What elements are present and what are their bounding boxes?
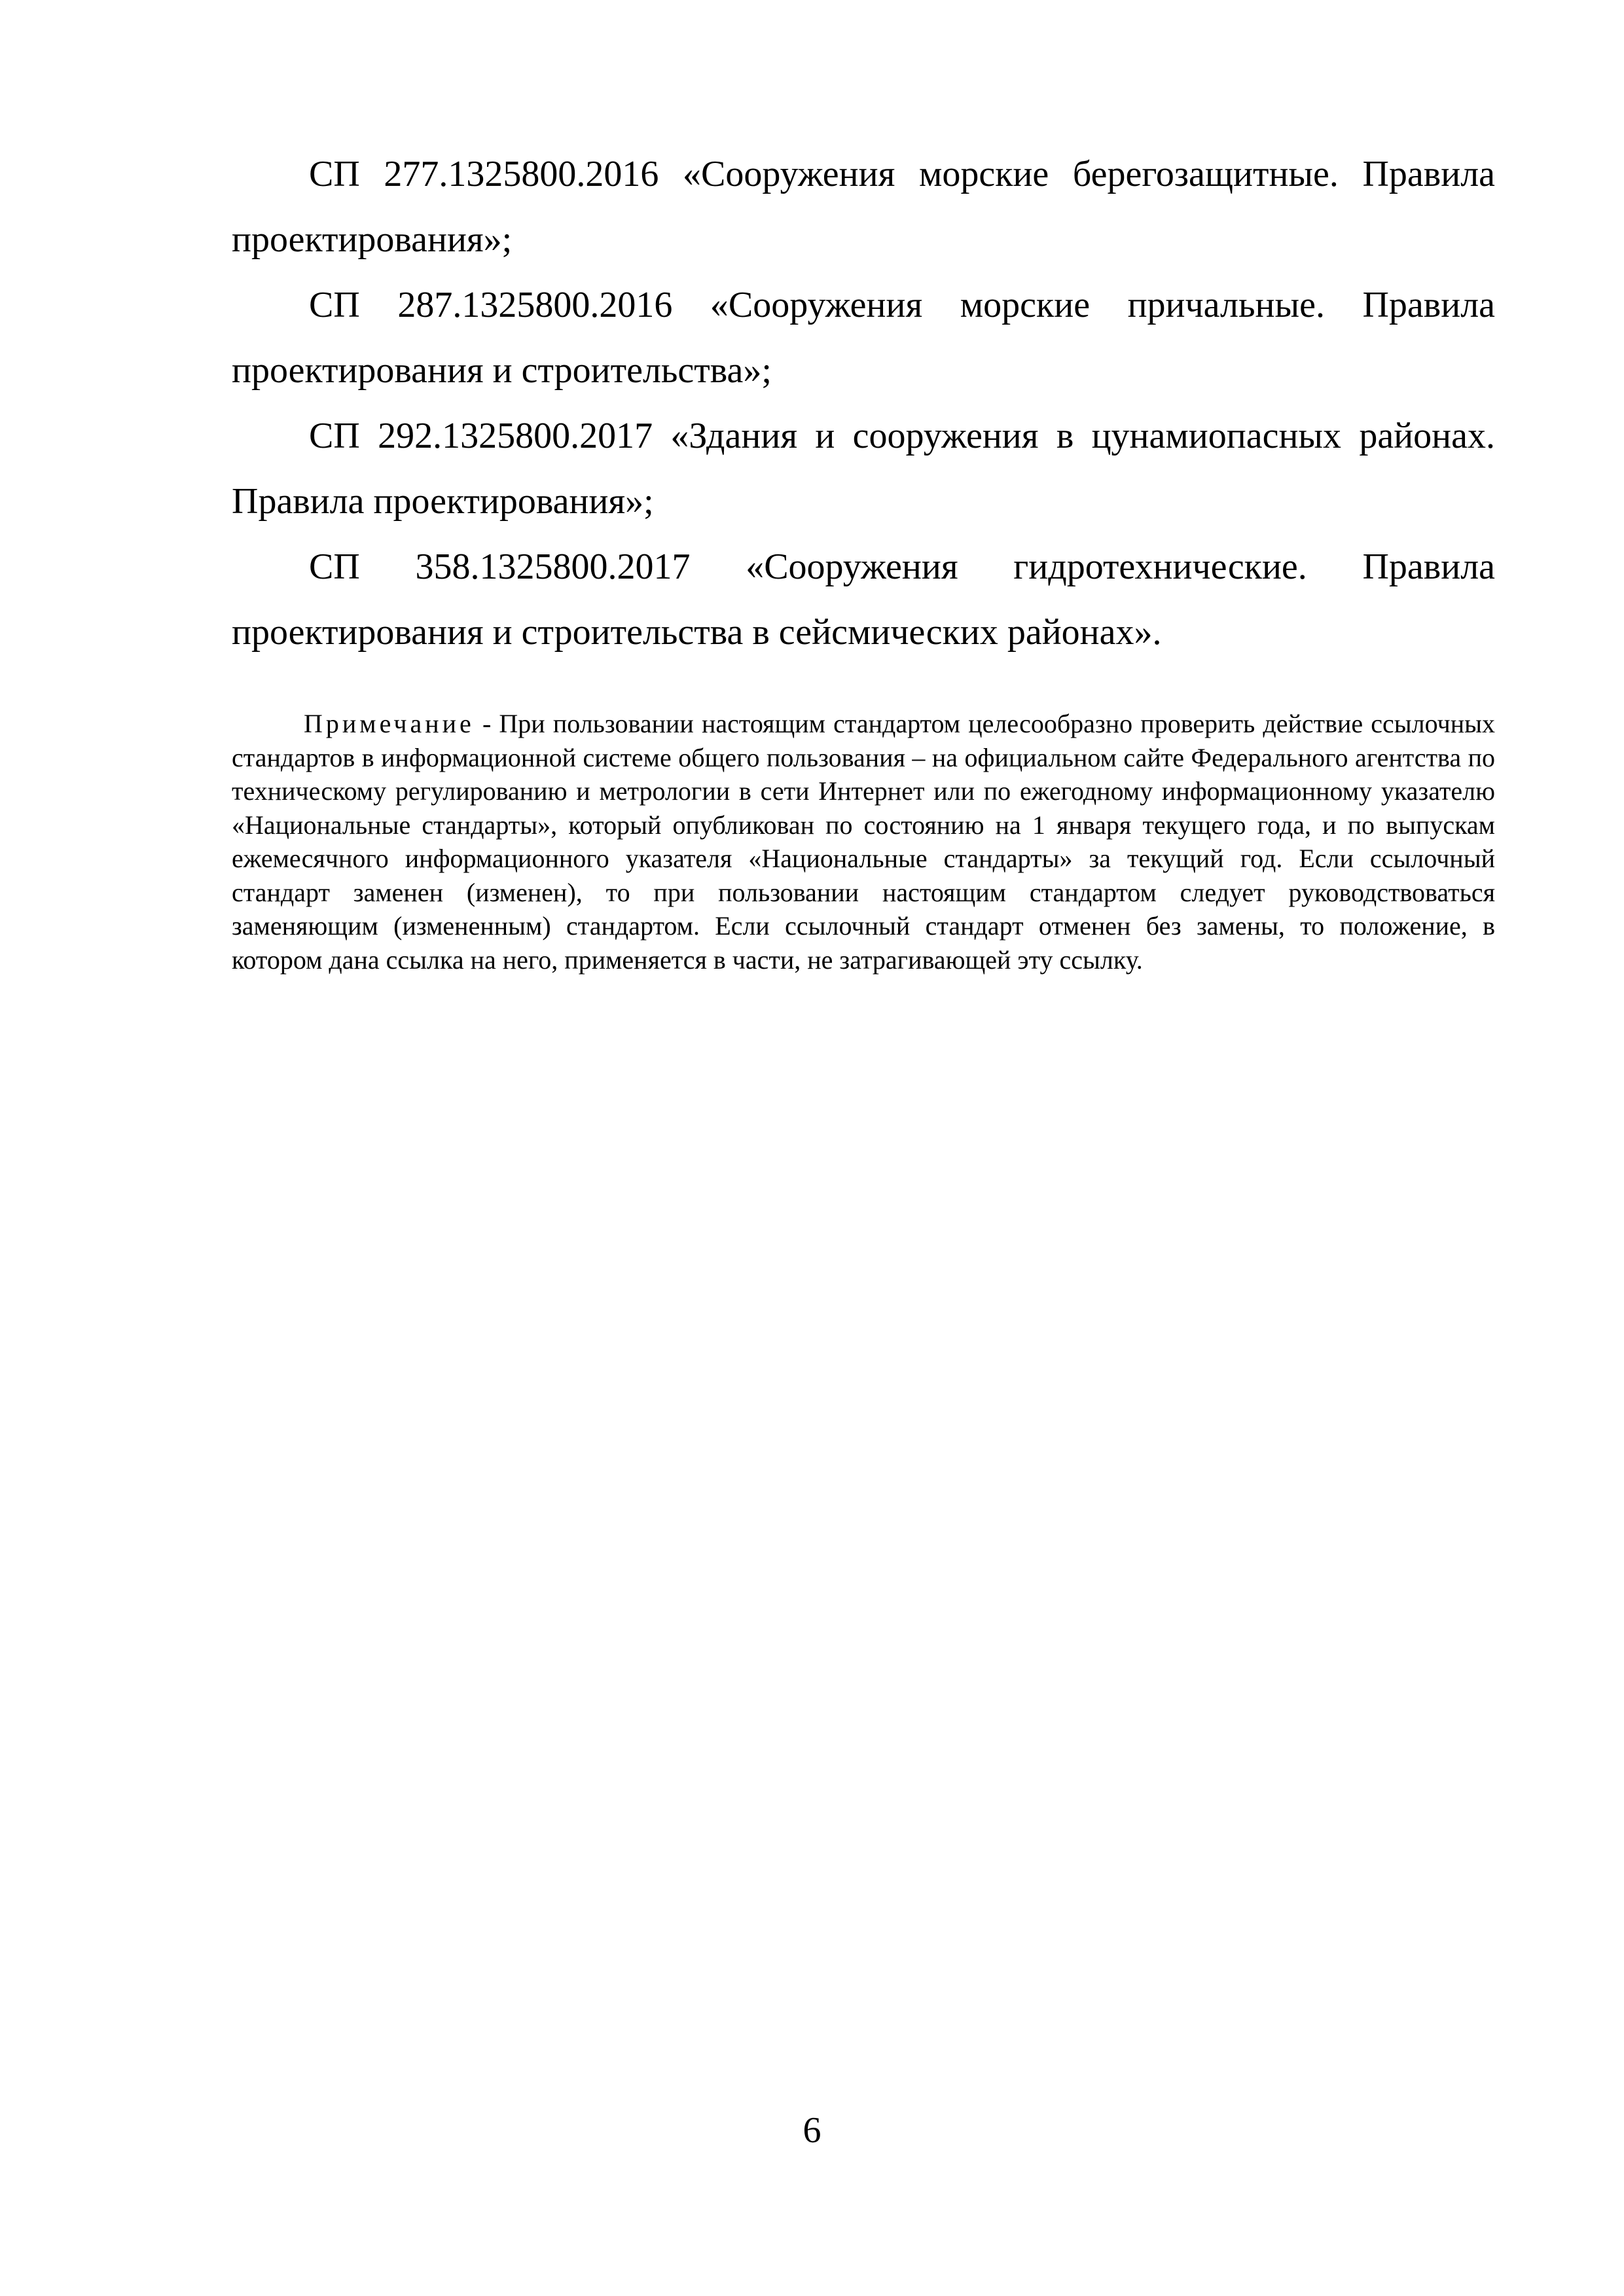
- page-content: [232, 141, 1495, 977]
- reference-item: СП 358.1325800.2017 «Сооружения гидротехнические. Правила проектирования и строительства в сейсмических районах».: [232, 547, 1495, 653]
- reference-item: СП 277.1325800.2016 «Сооружения морские берегозащитные. Правила проектирования»;: [232, 154, 1495, 260]
- note-label: Примечание: [304, 709, 475, 738]
- reference-item: СП 287.1325800.2016 «Сооружения морские причальные. Правила проектирования и строительства»;: [232, 285, 1495, 391]
- note-paragraph: [232, 707, 1495, 977]
- note-text: При пользовании настоящим стандартом целесообразно проверить действие ссылочных стандартов в информационной системе общего пользования – на официальном сайте Федерального агентства по техническому регулированию и метрологии в сети Интернет или по ежегодному информационному указателю «Национальные стандарты», который опубликован по состоянию на 1 января текущего года, и по выпускам ежемесячного информационного указателя «Национальные стандарты» за текущий год. Если ссылочный стандарт заменен (изменен), то при пользовании настоящим стандартом следует руководствоваться заменяющим (измененным) стандартом. Если ссылочный стандарт отменен без замены, то положение, в котором дана ссылка на него, применяется в части, не затрагивающей эту ссылку.: [232, 709, 1495, 975]
- page-number: 6: [803, 2110, 821, 2151]
- note-separator: -: [474, 709, 499, 738]
- reference-item: СП 292.1325800.2017 «Здания и сооружения в цунамиопасных районах. Правила проектирования»;: [232, 416, 1495, 522]
